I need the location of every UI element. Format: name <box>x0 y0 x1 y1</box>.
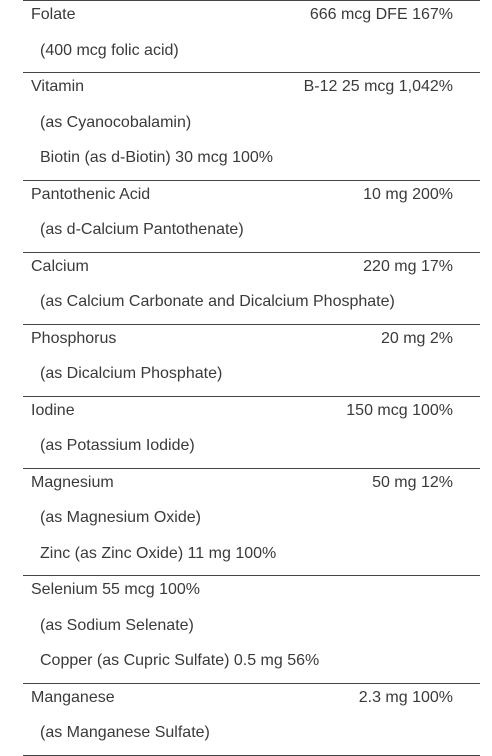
nutrient-subrow <box>23 288 480 324</box>
nutrient-subrow <box>23 719 480 755</box>
nutrient-name: Iodine <box>31 401 75 419</box>
nutrient-subrow <box>23 216 480 252</box>
nutrient-subrow <box>23 504 480 540</box>
nutrient-group-calcium <box>23 253 480 325</box>
nutrient-name: Calcium <box>31 257 89 275</box>
nutrient-detail: (as Potassium Iodide) <box>40 437 195 454</box>
nutrient-amount: 10 mg 200% <box>363 185 453 203</box>
nutrient-detail: (as Cyanocobalamin) <box>40 113 192 131</box>
nutrient-row <box>23 397 480 433</box>
nutrient-group-phosphorus <box>23 325 480 397</box>
nutrient-subrow <box>23 144 480 180</box>
nutrient-detail: (as d-Calcium Pantothenate) <box>40 221 244 238</box>
nutrient-subrow <box>23 37 480 73</box>
nutrient-amount: B-12 25 mcg 1,042% <box>303 78 453 95</box>
nutrient-row <box>23 469 480 505</box>
nutrient-name: Selenium 55 mcg 100% <box>31 581 200 598</box>
nutrient-amount: 50 mg 12% <box>372 473 453 491</box>
nutrient-group-pantothenic-acid <box>23 181 480 253</box>
supplement-facts-table <box>23 0 480 756</box>
nutrient-amount: 666 mcg DFE 167% <box>309 6 453 23</box>
nutrient-amount: 2.3 mg 100% <box>358 688 453 706</box>
nutrient-subrow <box>23 360 480 396</box>
nutrient-subrow <box>23 432 480 468</box>
nutrient-group-manganese <box>23 684 480 756</box>
nutrient-amount: 150 mcg 100% <box>346 401 453 419</box>
nutrient-detail: Copper (as Cupric Sulfate) 0.5 mg 56% <box>40 652 320 669</box>
nutrient-detail: (as Manganese Sulfate) <box>40 724 210 741</box>
nutrient-row <box>23 253 480 289</box>
nutrient-amount: 20 mg 2% <box>380 329 453 347</box>
nutrient-group-vitamin-b12 <box>23 73 480 181</box>
nutrient-group-folate <box>23 1 480 73</box>
nutrient-amount: 220 mg 17% <box>363 257 453 275</box>
nutrient-group-selenium <box>23 576 480 684</box>
nutrient-detail: Biotin (as d-Biotin) 30 mcg 100% <box>40 149 273 166</box>
nutrient-name: Magnesium <box>31 473 114 491</box>
nutrient-name: Folate <box>31 6 76 23</box>
nutrient-name: Phosphorus <box>31 329 117 347</box>
nutrient-row <box>23 684 480 720</box>
nutrient-detail: (as Dicalcium Phosphate) <box>40 365 223 382</box>
nutrient-detail: Zinc (as Zinc Oxide) 11 mg 100% <box>40 544 277 562</box>
nutrient-name: Pantothenic Acid <box>31 185 151 203</box>
nutrient-name: Vitamin <box>31 78 85 95</box>
nutrient-row <box>23 1 480 37</box>
nutrient-row <box>23 576 480 612</box>
nutrient-subrow <box>23 540 480 576</box>
nutrient-detail: (as Sodium Selenate) <box>40 616 194 634</box>
nutrient-group-iodine <box>23 397 480 469</box>
nutrient-subrow <box>23 612 480 648</box>
nutrient-row <box>23 181 480 217</box>
nutrient-subrow <box>23 109 480 145</box>
nutrient-detail: (as Calcium Carbonate and Dicalcium Phosphate) <box>40 293 395 310</box>
nutrient-row <box>23 325 480 361</box>
nutrient-detail: (as Magnesium Oxide) <box>40 509 201 526</box>
nutrient-row <box>23 73 480 109</box>
nutrient-detail: (400 mcg folic acid) <box>40 41 179 59</box>
nutrient-group-magnesium <box>23 469 480 577</box>
nutrient-subrow <box>23 647 480 683</box>
nutrient-name: Manganese <box>31 688 115 706</box>
